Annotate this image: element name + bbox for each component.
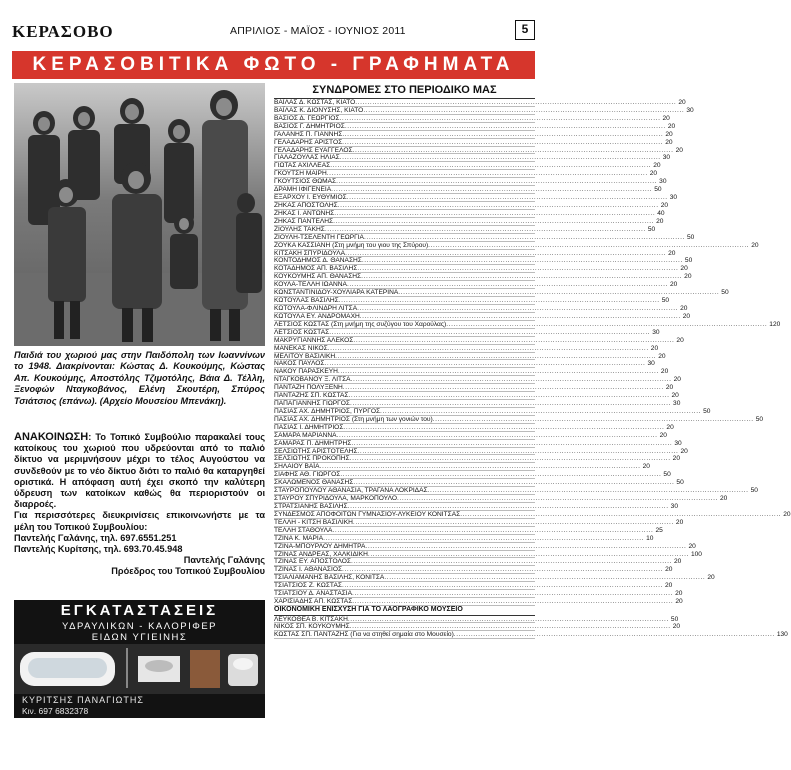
table-row [274, 297, 670, 305]
subscription-amount: 20 [684, 273, 692, 281]
table-row [274, 384, 674, 392]
subscriber-name: ΣΤΑΥΡΟΠΟΥΛΟΥ ΑΘΑΝΑΣΙΑ, ΤΡΑΓΑΝΑ ΛΟΚΡΙΔΑΣ [274, 487, 428, 495]
subscriber-name: ΣΚΑΛΩΜΕΝΟΣ ΘΑΝΑΣΗΣ [274, 479, 354, 487]
subscriber-name: ΜΑΚΡΥΓΙΑΝΝΗΣ ΑΛΕΚΟΣ [274, 336, 354, 344]
subscriber-name: ΣΕΛΣΙΩΤΗΣ ΑΡΙΣΤΟΤΕΛΗΣ [274, 447, 358, 455]
dot-leader [345, 123, 666, 130]
subscription-amount: 10 [646, 534, 654, 542]
subscriptions-rows [274, 98, 791, 606]
dot-leader [330, 162, 651, 169]
subscription-amount: 50 [663, 471, 671, 479]
dot-leader [364, 234, 685, 241]
subscription-amount: 20 [751, 241, 759, 249]
issue-date: ΑΠΡΙΛΙΟΣ - ΜΑΪΟΣ - ΙΟΥΝΙΟΣ 2011 [230, 25, 406, 37]
table-row [274, 122, 676, 131]
announcement [14, 432, 265, 578]
subscriber-name: ΒΑΣΙΟΣ Δ. ΓΕΩΡΓΙΟΣ [274, 114, 340, 122]
subscriber-name: ΔΡΑΜΗ ΙΦΙΓΕΝΕΙΑ [274, 186, 332, 194]
masthead: ΚΕΡΑΣΟΒΟ [12, 22, 114, 41]
subscription-amount: 50 [654, 186, 662, 194]
subscription-amount: 20 [660, 368, 669, 376]
table-row [274, 542, 696, 551]
subscription-amount: 20 [653, 162, 661, 170]
subscriber-name: ΣΗΛΑΙΟΥ ΒΑΪΑ [274, 463, 320, 471]
table-row [274, 518, 684, 527]
subscriber-name: ΒΑΪΛΑΣ Δ. ΚΩΣΤΑΣ, ΚΙΑΤΟ [274, 99, 356, 106]
dot-leader [353, 519, 674, 526]
ad-owner: ΚΥΡΙΤΣΗΣ ΠΑΝΑΓΙΩΤΗΣ [22, 695, 144, 705]
subscriber-name: ΠΑΝΤΑΖΗΣ ΣΠ. ΚΩΣΤΑΣ [274, 392, 349, 400]
table-row [274, 598, 683, 606]
table-row [274, 495, 728, 503]
table-row [274, 249, 676, 258]
subscription-amount: 20 [680, 265, 688, 273]
table-row [274, 376, 681, 384]
subscription-amount: 20 [650, 344, 659, 352]
subscriber-name: ΣΑΜΑΡΑΣ Π. ΔΗΜΗΤΡΗΣ [274, 439, 352, 447]
archive-photo [14, 83, 265, 346]
subscriber-name: ΓΙΩΤΑΣ ΑΧΙΛΛΕΑΣ [274, 162, 331, 170]
subscription-amount: 20 [676, 336, 684, 344]
ad-line-1: ΥΔΡΑΥΛΙΚΩΝ - ΚΑΛΟΡΙΦΕΡ [61, 621, 218, 632]
table-row [274, 304, 688, 313]
table-row [274, 217, 664, 226]
table-row [274, 99, 686, 107]
table-row [274, 566, 673, 574]
table-row [274, 574, 715, 582]
table-row [274, 201, 669, 210]
dot-leader [357, 265, 678, 272]
subscription-amount: 20 [668, 249, 676, 257]
dot-leader [348, 616, 669, 623]
section-banner: ΚΕΡΑΣΟΒΙΤΙΚΑ ΦΩΤΟ - ΓΡΑΦΗΜΑΤΑ [12, 51, 535, 79]
subscription-amount: 20 [675, 598, 683, 606]
table-row [274, 631, 788, 639]
subscriber-name: ΣΑΜΑΡΑ ΜΑΡΙΑΝΝΑ [274, 431, 337, 439]
table-row [274, 281, 678, 289]
dot-leader [342, 582, 663, 589]
subscriber-name: ΤΕΛΛΗ ΣΤΑΘΟΥΛΑ [274, 526, 333, 534]
dot-leader [343, 424, 664, 431]
photo-caption: Παιδιά του χωριού μας στην Παιδόπολη των Ιωαννίνων το 1948. Διακρίνονται: Κώστας Δ. Κουκούμης, Κώστας Απ. Κουκούμης, Αποστόλης Τζιμοτόλης, Βάια Δ. Τέλλη, Ξενοφών Νταγκοβάνος, Ελένη Σκουτέρη, Σπύρος Τσιάτσιος (επάνω). (Αρχείο Μουσείου Μπενάκη). [14, 350, 265, 406]
subscription-amount: 50 [661, 297, 670, 305]
subscription-amount: 20 [642, 463, 650, 471]
dot-leader [331, 186, 652, 193]
subscription-amount: 20 [666, 423, 674, 431]
subscriber-name: ΤΖΙΝΑ Κ. ΜΑΡΙΑ [274, 534, 324, 542]
dot-leader [348, 392, 669, 399]
subscription-amount: 50 [684, 257, 693, 265]
table-row [274, 186, 662, 194]
subscription-amount: 50 [647, 225, 656, 233]
table-row [274, 106, 694, 115]
table-row [274, 463, 650, 471]
dot-leader [360, 313, 681, 320]
dot-leader [351, 558, 672, 565]
subscription-amount: 20 [675, 590, 683, 598]
subscription-amount: 120 [769, 320, 781, 328]
dot-leader [320, 463, 641, 470]
table-row [274, 178, 667, 186]
subscription-amount: 20 [707, 574, 715, 582]
dot-leader [350, 455, 671, 462]
dot-leader [428, 242, 749, 249]
subscription-amount: 25 [655, 526, 663, 534]
table-row [274, 130, 673, 139]
subscription-amount: 20 [659, 431, 667, 439]
dot-leader [384, 574, 705, 581]
subscription-amount: 30 [686, 106, 694, 114]
announcement-contact-2: Παντελής Κυρίτσης, τηλ. 693.70.45.948 [14, 544, 183, 555]
subscriber-name: ΖΙΟΥΛΗ-ΤΣΕΛΕΝΤΗ ΓΕΩΡΓΙΑ [274, 233, 364, 241]
dot-leader [334, 210, 655, 217]
subscriber-name: ΚΩΤΟΥΛΑΣ ΒΑΣΙΛΗΣ [274, 297, 339, 305]
subscriber-name: ΤΣΙΑΛΙΑΜΑΝΗΣ ΒΑΣΙΛΗΣ, ΚΟΝΙΤΣΑ [274, 574, 385, 582]
subscription-amount: 20 [667, 122, 676, 130]
dot-leader [342, 566, 663, 573]
dot-leader [339, 115, 660, 122]
dot-leader [353, 479, 674, 486]
subscription-amount: 30 [670, 503, 679, 511]
subscriber-name: ΚΟΤΑΔΗΜΟΣ ΑΠ. ΒΑΣΙΛΗΣ [274, 265, 358, 273]
subscription-amount: 50 [670, 615, 679, 623]
table-row [274, 344, 659, 353]
subscriber-name: ΠΑΣΙΑΣ ΑΧ. ΔΗΜΗΤΡΙΟΣ, ΠΥΡΓΟΣ [274, 407, 381, 415]
subscriber-name: ΠΑΠΑΓΙΑΝΝΗΣ ΓΙΩΡΓΟΣ [274, 400, 351, 408]
dot-leader [352, 598, 673, 605]
subscriber-name: ΚΟΝΤΟΔΗΜΟΣ Δ. ΘΑΝΑΣΗΣ [274, 257, 362, 265]
subscription-amount: 50 [676, 479, 684, 487]
subscriber-name: ΚΩΤΟΥΛΑ ΕΥ. ΑΝΔΡΟΜΑΧΗ [274, 312, 360, 320]
children-group-photo [14, 83, 265, 346]
dot-leader [351, 376, 672, 383]
subscriber-name: ΖΗΚΑΣ Ι. ΑΝΤΩΝΗΣ [274, 209, 335, 217]
subscription-amount: 20 [658, 352, 666, 360]
dot-leader [454, 631, 775, 638]
subscriber-name: ΤΕΛΛΗ - ΚΙΤΣΗ ΒΑΣΙΛΙΚΗ [274, 518, 353, 526]
dot-leader [339, 297, 660, 304]
subscriber-name: ΤΖΙΝΑΣ ΕΥ. ΑΠΟΣΤΟΛΟΣ [274, 558, 351, 566]
table-row [274, 590, 683, 598]
table-row [274, 225, 656, 234]
table-row [274, 360, 655, 368]
dot-leader [353, 337, 674, 344]
dot-leader [340, 154, 661, 161]
dot-leader [345, 250, 666, 257]
page-header [12, 20, 535, 42]
table-row [274, 265, 688, 273]
subscriber-name: ΠΑΣΙΑΣ Ι. ΔΗΜΗΤΡΙΟΣ [274, 423, 344, 431]
announcement-contact-1: Παντελής Γαλάνης, τηλ. 697.6551.251 [14, 532, 177, 543]
subscriber-name: ΝΑΚΟΣ ΠΑΥΛΟΣ [274, 360, 325, 368]
subscription-amount: 20 [669, 281, 678, 289]
table-row [274, 273, 692, 281]
subscription-amount: 20 [783, 510, 791, 518]
subscriber-name: ΖΗΚΑΣ ΑΠΟΣΤΟΛΗΣ [274, 201, 338, 209]
dot-leader [342, 131, 663, 138]
subscription-amount: 20 [673, 376, 681, 384]
table-row [274, 328, 660, 337]
subscription-amount: 30 [662, 154, 671, 162]
subscriber-name: ΓΚΟΥΤΣΗ ΜΑΙΡΗ [274, 170, 327, 178]
table-row [274, 233, 695, 242]
subscriber-name: ΧΑΡΙΣΙΑΔΗΣ ΑΠ. ΚΩΣΤΑΣ [274, 598, 353, 606]
dot-leader [338, 368, 659, 375]
table-row [274, 439, 682, 448]
dot-leader [397, 495, 718, 502]
subscription-amount: 30 [659, 178, 667, 186]
subscriber-name: ΝΑΚΟΥ ΠΑΡΑΣΚΕΥΗ [274, 368, 338, 376]
subscriber-name: ΠΑΝΤΑΖΗ ΠΟΛΥΞΕΝΗ [274, 384, 343, 392]
subscription-amount: 20 [665, 566, 673, 574]
subscription-amount: 20 [674, 558, 682, 566]
dot-leader [338, 202, 659, 209]
dot-leader [347, 281, 668, 288]
table-row [274, 582, 673, 590]
subscriptions-title: ΣΥΝΔΡΟΜΕΣ ΣΤΟ ΠΕΡΙΟΔΙΚΟ ΜΑΣ [312, 84, 497, 96]
dot-leader [343, 384, 664, 391]
subscription-amount: 20 [664, 582, 673, 590]
subscription-amount: 130 [776, 631, 788, 639]
dot-leader [355, 99, 676, 106]
dot-leader [460, 511, 781, 518]
dot-leader [337, 432, 658, 439]
subscription-amount: 20 [672, 455, 681, 463]
subscription-amount: 50 [750, 487, 758, 495]
table-row [274, 431, 667, 440]
table-row [274, 400, 681, 408]
dot-leader [324, 360, 645, 367]
subscription-amount: 20 [720, 495, 728, 503]
subscription-amount: 40 [657, 209, 665, 217]
table-row [274, 423, 674, 432]
subscription-amount: 20 [678, 99, 686, 106]
subscriber-name: ΕΞΑΡΧΟΥ Ι. ΕΥΘΥΜΙΟΣ [274, 194, 347, 202]
ad-line-2: ΕΙΔΩΝ ΥΓΙΕΙΝΗΣ [91, 632, 188, 643]
dot-leader [365, 543, 686, 550]
subscription-amount: 50 [721, 289, 729, 297]
table-row [274, 503, 679, 511]
subscription-amount: 50 [703, 407, 711, 415]
subscription-amount: 20 [672, 623, 681, 631]
table-row [274, 392, 679, 400]
subscriber-name: ΤΣΙΑΤΣΙΟΣ Ζ. ΚΩΣΤΑΣ [274, 582, 342, 590]
dot-leader [333, 218, 654, 225]
subscription-amount: 30 [673, 400, 681, 408]
subscription-amount: 20 [680, 447, 688, 455]
subscriber-name: ΣΤΑΥΡΟΥ ΣΠΥΡΙΔΟΥΛΑ, ΜΑΡΚΟΠΟΥΛΟ [274, 495, 397, 503]
subscription-amount: 20 [671, 392, 679, 400]
subscriber-name: ΚΩΤΟΥΛΑ-ΦΛΙΝΔΡΗ ΛΙΤΣΑ [274, 304, 358, 312]
table-row [274, 447, 688, 456]
dot-leader [323, 535, 644, 542]
table-row [274, 615, 679, 624]
subscription-amount: 20 [656, 217, 664, 225]
subscriptions-list [274, 84, 791, 639]
dot-leader [428, 487, 749, 494]
subscriber-name: ΤΖΙΝΑ-ΜΠΟΥΡΛΟΥ ΔΗΜΗΤΡΑ [274, 542, 366, 550]
table-row [274, 352, 666, 361]
subscription-amount: 20 [680, 304, 688, 312]
dot-leader [361, 273, 682, 280]
table-row [274, 170, 658, 178]
dot-leader [368, 551, 689, 558]
table-row [274, 415, 764, 424]
announcement-text: : Το Τοπικό Συμβούλιο παρακαλεί τους κατοίκους του χωριού που υδρεύονται από το παλιό δίκτυο να μεριμνήσουν μέχρι το τέλος Αυγούστου να συνδεθούν με το νέο δίκτυο διότι το παλιό θα καταργηθεί οριστικά. Η απόφαση αυτή έχει σκοπό την καλύτερη ύδρευση των κατοίκων καθώς θα περιοριστούν οι διαρροές. [14, 432, 265, 510]
dot-leader [328, 345, 649, 352]
subscription-amount: 50 [686, 233, 695, 241]
announcement-signer-role: Πρόεδρος του Τοπικού Συμβουλίου [111, 566, 265, 577]
subscriber-name: ΜΕΛΙΤΟΥ ΒΑΣΙΛΙΚΗ [274, 352, 336, 360]
subscription-amount: 30 [674, 439, 682, 447]
table-row [274, 241, 759, 250]
table-row [274, 320, 781, 329]
table-row [274, 534, 654, 543]
subscriber-name: ΣΕΛΣΙΩΤΗΣ ΠΡΟΚΟΠΗΣ [274, 455, 350, 463]
museum-rows [274, 615, 788, 640]
subscriber-name: ΛΕΥΚΟΘΕΑ Β. ΚΙΤΣΑΚΗ [274, 615, 348, 623]
subscriber-name: ΤΖΙΝΑΣ Ι. ΑΘΑΝΑΣΙΟΣ [274, 566, 343, 574]
subscriber-name: ΚΟΥΚΟΥΜΗΣ ΑΠ. ΘΑΝΑΣΗΣ [274, 273, 362, 281]
page-number: 5 [515, 20, 535, 40]
table-row [274, 487, 758, 495]
ad-phone: Κιν. 697 6832378 [22, 706, 89, 716]
subscription-amount: 20 [688, 542, 696, 550]
table-row [274, 312, 691, 321]
subscriber-name: ΚΩΝΣΤΑΝΤΙΝΙΔΟΥ-ΧΟΥΛΙΑΡΑ ΚΑΤΕΡΙΝΑ [274, 289, 399, 297]
table-row [274, 146, 683, 155]
subscription-amount: 100 [690, 550, 702, 558]
subscriber-name: ΣΤΡΑΤΣΙΑΝΗΣ ΒΑΣΙΛΗΣ [274, 503, 348, 511]
table-row [274, 471, 671, 479]
table-row [274, 289, 729, 297]
dot-leader [353, 147, 674, 154]
subscriber-name: ΤΖΙΝΑΣ ΑΝΔΡΕΑΣ, ΧΑΛΚΙΔΙΚΗ [274, 550, 368, 558]
subscription-amount: 20 [665, 384, 674, 392]
subscriber-name: ΛΕΤΣΙΟΣ ΚΩΣΤΑΣ (Στη μνήμη της συζύγου του Χαρούλας) [274, 320, 447, 328]
subscriber-name: ΣΙΑΦΗΣ ΑΘ. ΓΙΩΡΓΟΣ [274, 471, 341, 479]
dot-leader [347, 194, 668, 201]
subscriber-name: ΛΕΤΣΙΟΣ ΚΩΣΤΑΣ [274, 328, 330, 336]
subscriber-name: ΓΙΑΛΑΖΟΥΛΑΣ ΗΛΙΑΣ [274, 154, 340, 162]
subscriber-name: ΖΗΚΑΣ ΠΑΝΤΕΛΗΣ [274, 217, 334, 225]
subscription-amount: 20 [649, 170, 658, 178]
table-row [274, 154, 671, 162]
museum-section-title: ΟΙΚΟΝΟΜΙΚΗ ΕΝΙΣΧΥΣΗ ΓΙΑ ΤΟ ΛΑΟΓΡΑΦΙΚΟ ΜΟΥΣΕΙΟ [274, 606, 463, 613]
subscription-amount: 20 [675, 518, 684, 526]
subscription-amount: 20 [665, 130, 673, 138]
dot-leader [446, 321, 767, 328]
dot-leader [325, 226, 646, 233]
subscription-amount: 20 [662, 114, 670, 122]
subscriber-name: ΖΙΟΥΛΗΣ ΤΑΚΗΣ [274, 225, 325, 233]
dot-leader [329, 329, 650, 336]
dot-leader [380, 408, 701, 415]
table-row [274, 558, 682, 566]
subscriber-name: ΖΟΥΚΑ ΚΑΣΣΙΑΝΗ (Στη μνήμη του γιου της Σπύρου) [274, 241, 429, 249]
dot-leader [352, 590, 673, 597]
dot-leader [332, 527, 653, 534]
table-row [274, 257, 693, 265]
table-row [274, 368, 669, 376]
table-row [274, 138, 673, 147]
subscriber-name: ΓΕΛΑΔΑΡΗΣ ΕΥΑΓΓΕΛΟΣ [274, 146, 353, 154]
subscription-amount: 20 [675, 146, 683, 154]
plumbing-advertisement [14, 600, 265, 718]
subscriber-name: ΚΙΤΣΑΚΗ ΣΠΥΡΙΔΟΥΛΑ [274, 249, 346, 257]
subscriber-name: ΚΟΥΛΑ-ΤΕΛΛΗ ΙΩΑΝΝΑ [274, 281, 347, 289]
announcement-title: ΑΝΑΚΟΙΝΩΣΗ [14, 431, 89, 443]
table-row [274, 526, 663, 535]
bathroom-image [14, 644, 265, 694]
subscription-amount: 30 [647, 360, 655, 368]
subscription-amount: 50 [755, 415, 764, 423]
subscriber-name: ΓΚΟΥΤΣΙΟΣ ΘΩΜΑΣ [274, 178, 337, 186]
dot-leader [342, 139, 663, 146]
table-row [274, 194, 678, 202]
dot-leader [350, 623, 671, 630]
table-row [274, 550, 702, 559]
subscription-amount: 30 [669, 194, 678, 202]
dot-leader [335, 353, 656, 360]
table-row [274, 114, 670, 123]
dot-leader [363, 107, 684, 114]
subscriber-name: ΒΑΣΙΟΣ Γ. ΔΗΜΗΤΡΙΟΣ [274, 122, 345, 130]
announcement-signer: Παντελής Γαλάνης [183, 555, 265, 566]
dot-leader [357, 305, 678, 312]
table-row [274, 336, 684, 345]
subscriber-name: ΓΕΛΑΔΑΡΗΣ ΑΡΙΣΤΟΣ [274, 138, 343, 146]
table-row [274, 407, 711, 416]
subscription-amount: 20 [682, 312, 691, 320]
dot-leader [351, 440, 672, 447]
subscription-amount: 20 [660, 201, 669, 209]
dot-leader [357, 448, 678, 455]
subscription-amount: 20 [665, 138, 673, 146]
subscriber-name: ΠΑΣΙΑΣ ΑΧ. ΔΗΜΗΤΡΙΟΣ (Στη μνήμη των γονιών του) [274, 415, 433, 423]
announcement-body [14, 432, 265, 510]
dot-leader [362, 257, 683, 264]
ad-title: ΕΓΚΑΤΑΣΤΑΣΕΙΣ [60, 602, 219, 619]
subscriber-name: ΓΑΛΑΝΗΣ Π. ΓΙΑΝΝΗΣ [274, 130, 343, 138]
subscriber-name: ΚΩΣΤΑΣ ΣΠ. ΠΑΝΤΑΖΗΣ (Για να στηθεί σημαία στο Μουσείο) [274, 631, 454, 639]
table-row [274, 479, 684, 487]
dot-leader [348, 503, 669, 510]
table-row [274, 510, 791, 519]
subscriber-name: ΒΑΪΛΑΣ Κ. ΔΙΟΝΥΣΗΣ, ΚΙΑΤΟ [274, 106, 364, 114]
subscriber-name: ΣΥΝΔΕΣΜΟΣ ΑΠΟΦΟΙΤΩΝ ΓΥΜΝΑΣΙΟΥ-ΛΥΚΕΙΟΥ ΚΟΝΙΤΣΑΣ [274, 510, 461, 518]
dot-leader [398, 289, 719, 296]
dot-leader [350, 400, 671, 407]
subscriber-name: ΝΤΑΓΚΟΒΑΝΟΥ Ξ. ΛΙΤΣΑ [274, 376, 351, 384]
subscriber-name: ΝΙΚΟΣ ΣΠ. ΚΟΥΚΟΥΜΗΣ [274, 623, 350, 631]
subscriber-name: ΜΑΝΕΚΑΣ ΝΙΚΟΣ [274, 344, 328, 352]
dot-leader [336, 178, 657, 185]
dot-leader [327, 170, 648, 177]
dot-leader [340, 471, 661, 478]
announcement-contact-intro: Για περισσότερες διευκρινίσεις επικοινωνήστε με τα μέλη του Τοπικού Συμβουλίου: [14, 510, 265, 532]
subscriber-name: ΤΣΙΑΤΣΙΟΥ Δ. ΑΝΑΣΤΑΣΙΑ [274, 590, 353, 598]
subscription-amount: 30 [652, 328, 660, 336]
table-row [274, 162, 661, 170]
dot-leader [433, 416, 754, 423]
table-row [274, 209, 665, 218]
